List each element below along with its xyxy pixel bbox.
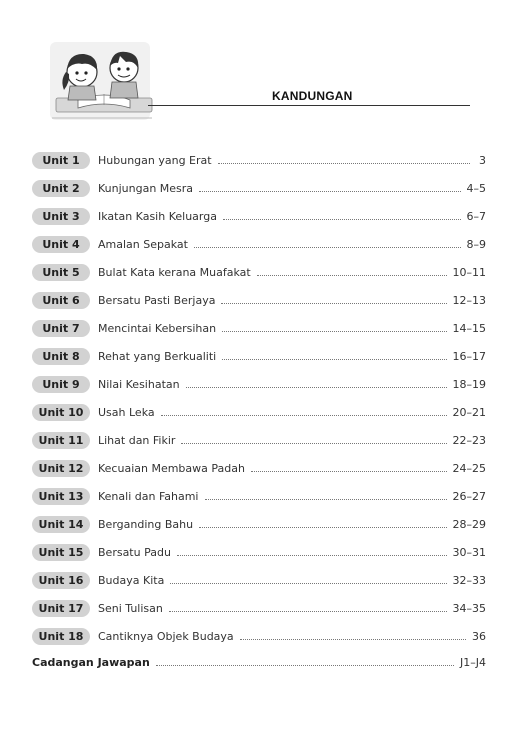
toc-row[interactable] [32, 286, 486, 314]
toc-row[interactable] [32, 258, 486, 286]
unit-title: Kenali dan Fahami [98, 489, 199, 503]
unit-title: Bersatu Padu [98, 545, 171, 559]
unit-badge: Unit 7 [32, 320, 90, 337]
page-number: 26–27 [452, 489, 486, 503]
dot-leader [222, 358, 446, 360]
page-title: KANDUNGAN [272, 89, 353, 103]
toc-row-answers[interactable] [32, 650, 486, 674]
unit-title: Budaya Kita [98, 573, 165, 587]
unit-title: Seni Tulisan [98, 601, 163, 615]
page-number: 28–29 [452, 517, 486, 531]
toc-row[interactable] [32, 398, 486, 426]
unit-title: Hubungan yang Erat [98, 153, 212, 167]
dot-leader [169, 610, 447, 612]
page-number: J1–J4 [460, 655, 486, 669]
dot-leader [218, 162, 470, 164]
answers-title: Cadangan Jawapan [32, 655, 150, 669]
unit-badge: Unit 6 [32, 292, 90, 309]
toc-row[interactable] [32, 622, 486, 650]
page-number: 18–19 [452, 377, 486, 391]
unit-title: Usah Leka [98, 405, 155, 419]
unit-title: Cantiknya Objek Budaya [98, 629, 234, 643]
dot-leader [251, 470, 447, 472]
unit-title: Kecuaian Membawa Padah [98, 461, 245, 475]
unit-badge: Unit 1 [32, 152, 90, 169]
unit-badge: Unit 13 [32, 488, 90, 505]
dot-leader [221, 302, 446, 304]
dot-leader [240, 638, 466, 640]
page-number: 24–25 [452, 461, 486, 475]
dot-leader [177, 554, 447, 556]
dot-leader [222, 330, 446, 332]
toc-row[interactable] [32, 482, 486, 510]
toc-row[interactable] [32, 454, 486, 482]
page-number: 6–7 [466, 209, 486, 223]
toc-row[interactable] [32, 230, 486, 258]
unit-title: Kunjungan Mesra [98, 181, 194, 195]
toc-row[interactable] [32, 510, 486, 538]
page-number: 14–15 [452, 321, 486, 335]
dot-leader [156, 664, 454, 666]
dot-leader [194, 246, 461, 248]
page-number: 20–21 [452, 405, 486, 419]
unit-title: Amalan Sepakat [98, 237, 188, 251]
toc-row[interactable] [32, 566, 486, 594]
toc-row[interactable] [32, 370, 486, 398]
unit-title: Bulat Kata kerana Muafakat [98, 265, 251, 279]
page-number: 34–35 [452, 601, 486, 615]
unit-badge: Unit 8 [32, 348, 90, 365]
dot-leader [161, 414, 447, 416]
unit-badge: Unit 18 [32, 628, 90, 645]
unit-badge: Unit 11 [32, 432, 90, 449]
dot-leader [223, 218, 461, 220]
toc-row[interactable] [32, 314, 486, 342]
dot-leader [205, 498, 447, 500]
unit-title: Mencintai Kebersihan [98, 321, 217, 335]
unit-badge: Unit 4 [32, 236, 90, 253]
toc-row[interactable] [32, 146, 486, 174]
unit-badge: Unit 9 [32, 376, 90, 393]
toc-row[interactable] [32, 202, 486, 230]
page-number: 3 [479, 153, 486, 167]
toc-row[interactable] [32, 594, 486, 622]
toc-row[interactable] [32, 538, 486, 566]
page-number: 12–13 [452, 293, 486, 307]
unit-badge: Unit 10 [32, 404, 90, 421]
dot-leader [199, 526, 446, 528]
unit-title: Lihat dan Fikir [98, 433, 176, 447]
title-underline [148, 105, 470, 106]
unit-badge: Unit 15 [32, 544, 90, 561]
toc-row[interactable] [32, 342, 486, 370]
page-number: 36 [472, 629, 486, 643]
unit-title: Rehat yang Berkualiti [98, 349, 217, 363]
page-number: 22–23 [452, 433, 486, 447]
unit-badge: Unit 5 [32, 264, 90, 281]
table-of-contents [32, 146, 486, 674]
dot-leader [257, 274, 447, 276]
dot-leader [186, 386, 447, 388]
unit-title: Berganding Bahu [98, 517, 194, 531]
page-number: 8–9 [466, 237, 486, 251]
unit-badge: Unit 17 [32, 600, 90, 617]
unit-badge: Unit 14 [32, 516, 90, 533]
unit-badge: Unit 16 [32, 572, 90, 589]
unit-title: Ikatan Kasih Keluarga [98, 209, 217, 223]
unit-badge: Unit 3 [32, 208, 90, 225]
unit-title: Bersatu Pasti Berjaya [98, 293, 216, 307]
unit-badge: Unit 2 [32, 180, 90, 197]
toc-row[interactable] [32, 426, 486, 454]
dot-leader [170, 582, 446, 584]
children-reading-illustration [48, 38, 160, 124]
page-number: 10–11 [452, 265, 486, 279]
unit-badge: Unit 12 [32, 460, 90, 477]
dot-leader [199, 190, 460, 192]
page-number: 4–5 [466, 181, 486, 195]
dot-leader [181, 442, 446, 444]
page-number: 32–33 [452, 573, 486, 587]
unit-title: Nilai Kesihatan [98, 377, 180, 391]
page-number: 16–17 [452, 349, 486, 363]
toc-row[interactable] [32, 174, 486, 202]
page-number: 30–31 [452, 545, 486, 559]
